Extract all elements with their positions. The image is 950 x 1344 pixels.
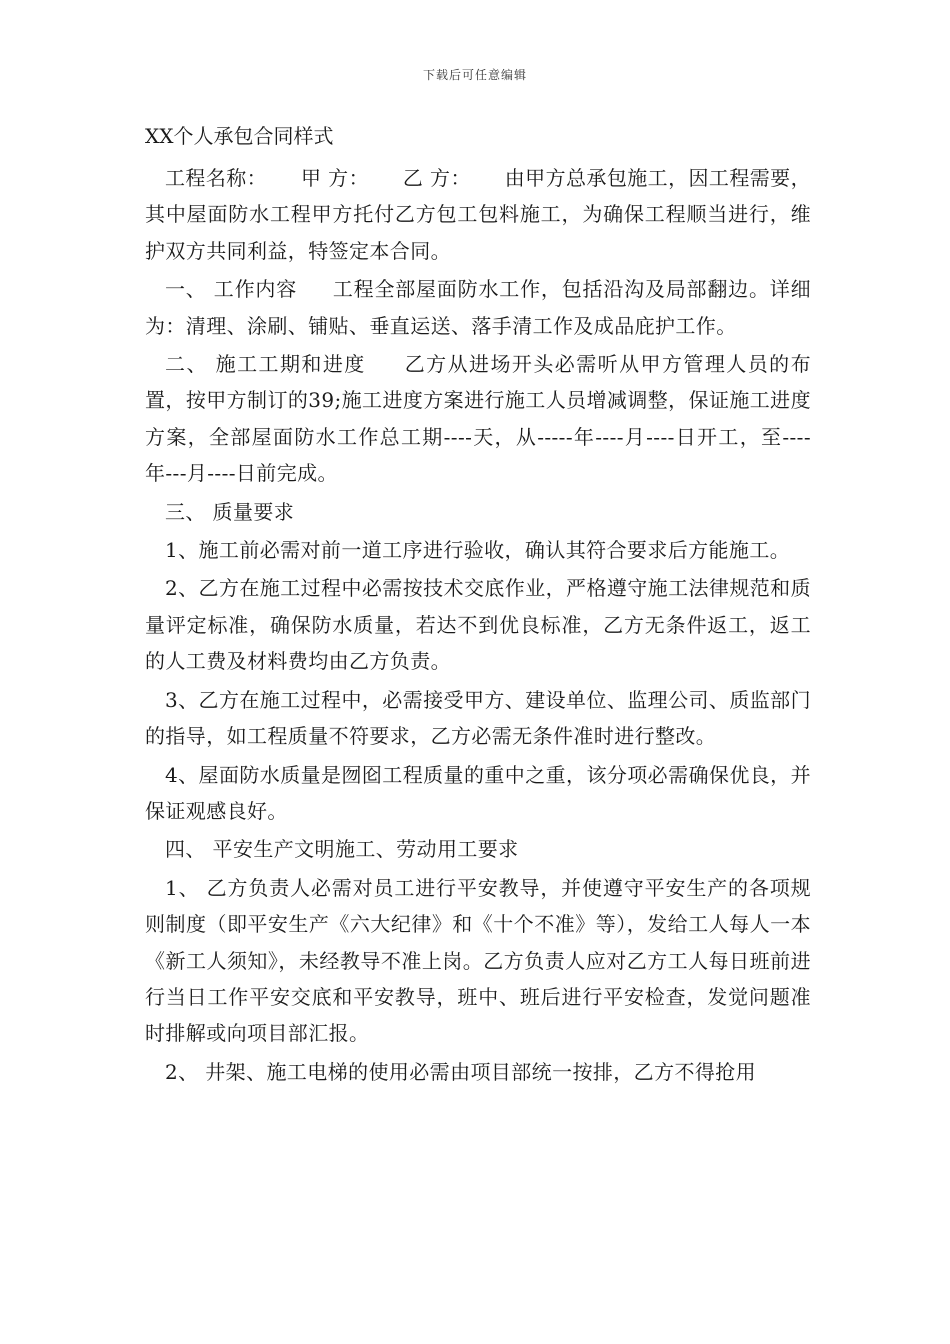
paragraph-3-4: 4、屋面防水质量是囫囵工程质量的重中之重，该分项必需确保优良，并保证观感良好。 — [145, 762, 811, 823]
header-note: 下载后可任意编辑 — [422, 68, 527, 82]
paragraph-3-3: 3、乙方在施工过程中，必需接受甲方、建设单位、监理公司、质监部门的指导，如工程质量不符要求，乙方必需无条件准时进行整改。 — [145, 687, 811, 749]
heading-section-3: 三、 质量要求 — [165, 499, 295, 524]
paragraph-4-1: 1、 乙方负责人必需对员工进行平安教导，并使遵守平安生产的各项规则制度（即平安生产《六大纪律》和《十个不准》等），发给工人每人一本《新工人须知》，未经教导不准上岗。乙方负责人应对乙方工人每日班前进行当日工作平安交底和平安教导，班中、班后进行平安检查，发觉问题准时排解或向项目部汇报。 — [145, 875, 811, 1046]
paragraph-section-2: 二、 施工工期和进度 乙方从进场开头必需听从甲方管理人员的布置，按甲方制订的39;施工进度方案进行施工人员增减调整，保证施工进度方案，全部屋面防水工作总工期----天，从-----年----月----日开工，至----年---月----日前完成。 — [145, 352, 811, 486]
paragraph-3-2: 2、乙方在施工过程中必需按技术交底作业，严格遵守施工法律规范和质量评定标准，确保防水质量，若达不到优良标准，乙方无条件返工，返工的人工费及材料费均由乙方负责。 — [145, 576, 811, 674]
paragraph-section-1: 一、 工作内容 工程全部屋面防水工作，包括沿沟及局部翻边。详细为：清理、涂刷、铺贴、垂直运送、落手清工作及成品庇护工作。 — [145, 277, 811, 338]
document-body — [145, 160, 811, 1092]
paragraph-3-1: 1、施工前必需对前一道工序进行验收，确认其符合要求后方能施工。 — [165, 538, 791, 563]
heading-section-4: 四、 平安生产文明施工、劳动用工要求 — [165, 837, 519, 862]
document-title: XX个人承包合同样式 — [145, 124, 334, 148]
paragraph-intro: 工程名称： 甲 方： 乙 方： 由甲方总承包施工，因工程需要，其中屋面防水工程甲方托付乙方包工包料施工，为确保工程顺当进行，维护双方共同利益，特签定本合同。 — [145, 166, 811, 263]
paragraph-4-2: 2、 井架、施工电梯的使用必需由项目部统一按排，乙方不得抢用 — [165, 1059, 757, 1084]
